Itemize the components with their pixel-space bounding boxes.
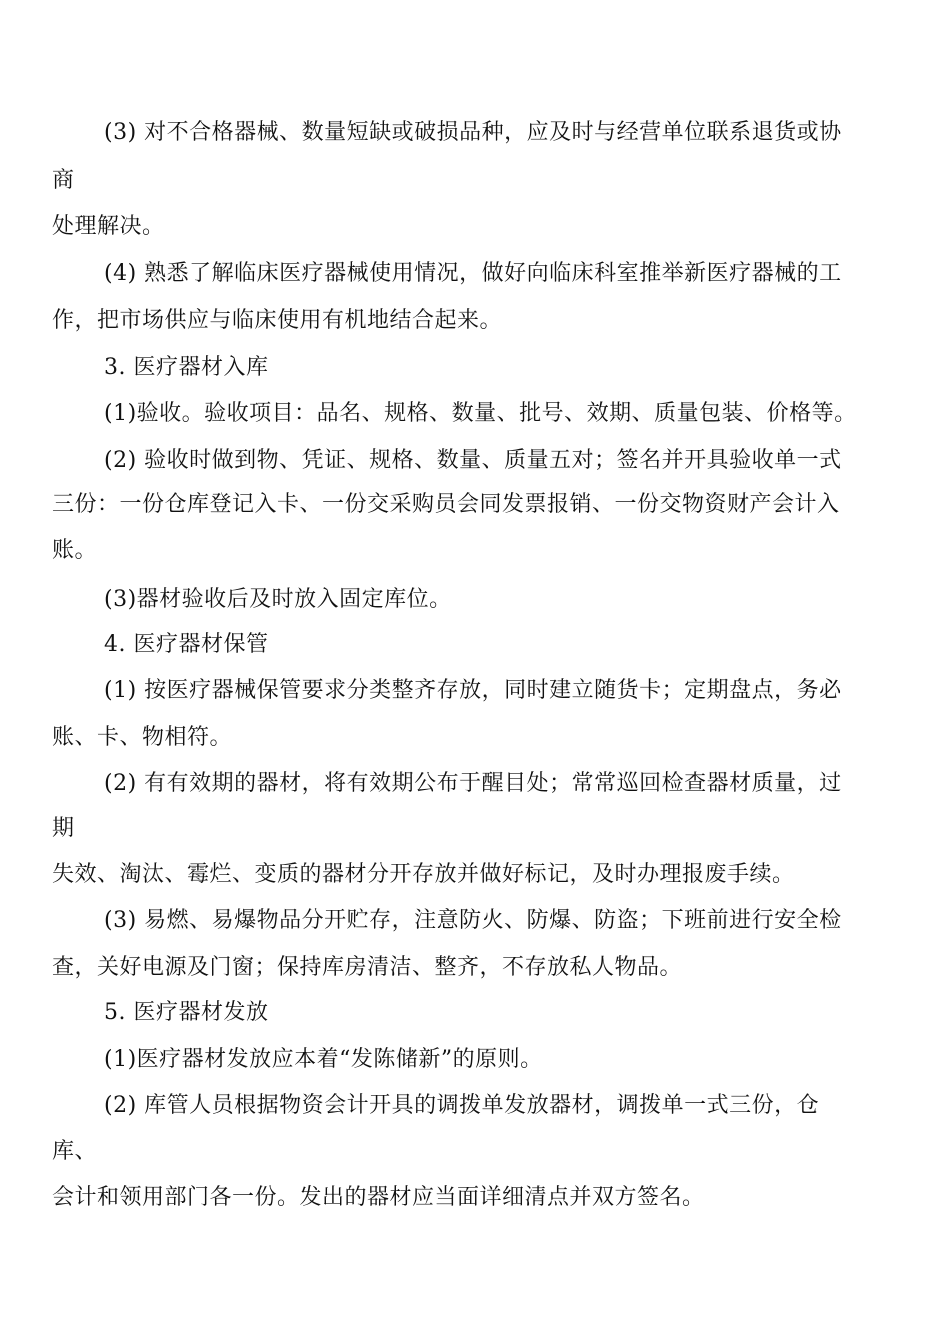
paragraph-line: 账。 (52, 538, 98, 563)
paragraph-line: (2) 有有效期的器材，将有效期公布于醒目处；常常巡回检查器材质量，过 (104, 771, 842, 796)
paragraph-line: 三份：一份仓库登记入卡、一份交采购员会同发票报销、一份交物资财产会计入 (52, 492, 840, 517)
paragraph-line: 库、 (52, 1139, 98, 1164)
paragraph-line: 失效、淘汰、霉烂、变质的器材分开存放并做好标记，及时办理报废手续。 (52, 862, 795, 887)
section-heading: 3. 医疗器材入库 (104, 355, 269, 380)
section-heading: 5. 医疗器材发放 (104, 1000, 269, 1025)
paragraph-line: 期 (52, 816, 75, 841)
paragraph-line: 处理解决。 (52, 214, 165, 239)
paragraph-line: (1) 按医疗器械保管要求分类整齐存放，同时建立随货卡；定期盘点，务必 (104, 678, 842, 703)
paragraph-line: 账、卡、物相符。 (52, 725, 233, 750)
paragraph-line: 作，把市场供应与临床使用有机地结合起来。 (52, 308, 503, 333)
paragraph-line: (2) 验收时做到物、凭证、规格、数量、质量五对；签名并开具验收单一式 (104, 448, 842, 473)
paragraph-line: (4) 熟悉了解临床医疗器械使用情况，做好向临床科室推举新医疗器械的工 (104, 261, 842, 286)
section-heading: 4. 医疗器材保管 (104, 632, 269, 657)
paragraph-line: (3) 对不合格器械、数量短缺或破损品种，应及时与经营单位联系退货或协 (104, 120, 842, 145)
paragraph-line: (3) 易燃、易爆物品分开贮存，注意防火、防爆、防盗；下班前进行安全检 (104, 908, 842, 933)
paragraph-line: 会计和领用部门各一份。发出的器材应当面详细清点并双方签名。 (52, 1185, 705, 1210)
paragraph-line: 商 (52, 168, 75, 193)
paragraph-line: (2) 库管人员根据物资会计开具的调拨单发放器材，调拨单一式三份，仓 (104, 1093, 820, 1118)
paragraph-line: 查，关好电源及门窗；保持库房清洁、整齐，不存放私人物品。 (52, 955, 683, 980)
paragraph-line: (1)医疗器材发放应本着“发陈储新”的原则。 (104, 1047, 543, 1072)
paragraph-line: (3)器材验收后及时放入固定库位。 (104, 587, 452, 612)
paragraph-line: (1)验收。验收项目：品名、规格、数量、批号、效期、质量包装、价格等。 (104, 401, 857, 426)
